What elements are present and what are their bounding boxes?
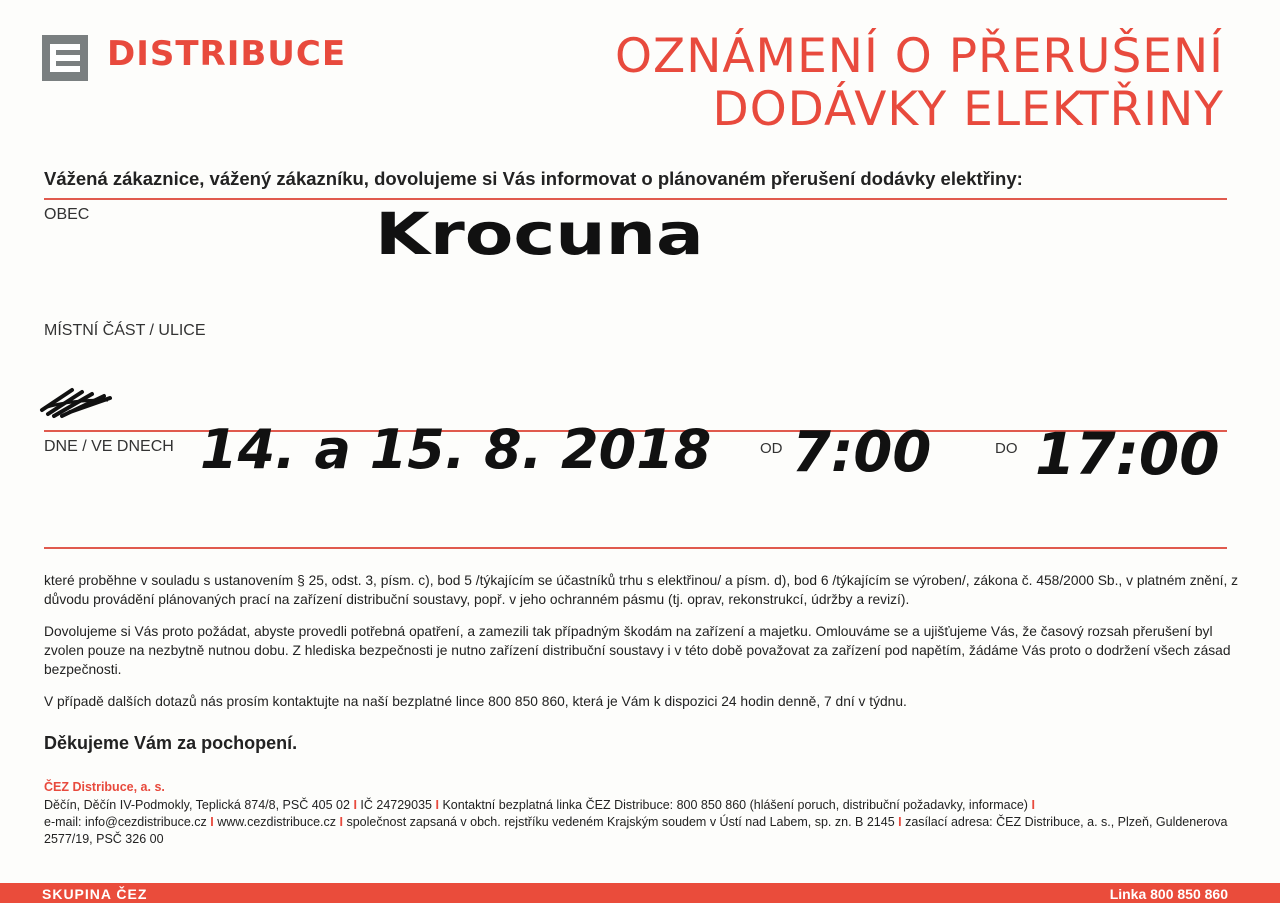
dne-label: DNE / VE DNECH — [44, 438, 174, 455]
dne-handwritten-value: 14. a 15. 8. 2018 — [200, 418, 712, 481]
company-hotline: Kontaktní bezplatná linka ČEZ Distribuce: 800 850 860 (hlášení poruch, distribuční požadavky, informace) — [442, 798, 1028, 812]
company-mailing-address: zasílací adresa: ČEZ Distribuce, a. s., Plzeň, Guldenerova 2577/19, PSČ 326 00 — [44, 815, 1228, 846]
company-name: ČEZ Distribuce, a. s. — [44, 780, 165, 794]
hotline-label: Linka 800 850 860 — [1109, 886, 1228, 902]
obec-label: OBEC — [44, 206, 90, 223]
od-handwritten-value: 7:00 — [792, 420, 932, 485]
company-website: www.cezdistribuce.cz — [217, 815, 336, 829]
brand-name: DISTRIBUCE — [107, 34, 347, 74]
title-line-1: OZNÁMENÍ O PŘERUŠENÍ — [615, 29, 1224, 84]
separator: I — [210, 815, 214, 829]
do-label: DO — [995, 440, 1018, 457]
divider — [44, 547, 1227, 549]
greeting-text: Vážená zákaznice, vážený zákazníku, dovolujeme si Vás informovat o plánovaném přerušení dodávky elektřiny: — [44, 168, 1023, 189]
separator: I — [898, 815, 902, 829]
separator: I — [435, 798, 439, 812]
separator: I — [353, 798, 357, 812]
company-email: e-mail: info@cezdistribuce.cz — [44, 815, 207, 829]
company-address: Děčín, Děčín IV-Podmokly, Teplická 874/8, PSČ 405 02 — [44, 798, 350, 812]
paragraph-contact: V případě dalších dotazů nás prosím kontaktujte na naší bezplatné lince 800 850 860, která je Vám k dispozici 24 hodin denně, 7 dní v týdnu. — [44, 694, 907, 709]
title-line-2: DODÁVKY ELEKTŘINY — [712, 82, 1224, 137]
paragraph-legal: které proběhne v souladu s ustanovením § 25, odst. 3, písm. c), bod 5 /týkajícím se účastníků trhu s elektřinou/ a písm. d), bod 6 /týkajícím se výroben/, zákona č. 458/2000 Sb., v platném znění, z důvodu provádění plánovaných prací na zařízení distribuční soustavy, popř. v jeho ochranném pásmu (tj. oprav, rekonstrukcí, údržby a revizí). — [44, 573, 1239, 607]
cez-logo-icon — [42, 35, 88, 81]
page-title — [615, 30, 1224, 136]
mistni-cast-label: MÍSTNÍ ČÁST / ULICE — [44, 322, 206, 339]
paragraph-request: Dovolujeme si Vás proto požádat, abyste provedli potřebná opatření, a zamezili tak případným škodám na zařízení a majetku. Omlouváme se a ujišťujeme Vás, že časový rozsah přerušení byl zvolen pouze na nezbytně nutnou dobu. Z hlediska bezpečnosti je nutno zařízení distribuční soustavy i v této době považovat za zařízení pod napětím, žádáme Vás proto o dodržení všech zásad bezpečnosti. — [44, 624, 1231, 677]
separator: I — [1031, 798, 1035, 812]
obec-handwritten-value: Krocuna — [375, 200, 704, 268]
scribble-mark — [38, 382, 116, 425]
bottom-bar — [0, 883, 1280, 903]
company-ic: IČ 24729035 — [360, 798, 432, 812]
separator: I — [339, 815, 343, 829]
group-label: SKUPINA ČEZ — [42, 886, 148, 902]
company-details — [44, 797, 1244, 848]
do-handwritten-value: 17:00 — [1035, 420, 1220, 488]
od-label: OD — [760, 440, 783, 457]
company-registry: společnost zapsaná v obch. rejstříku vedeném Krajským soudem v Ústí nad Labem, sp. zn. B 2145 — [346, 815, 895, 829]
thanks-text: Děkujeme Vám za pochopení. — [44, 733, 298, 753]
